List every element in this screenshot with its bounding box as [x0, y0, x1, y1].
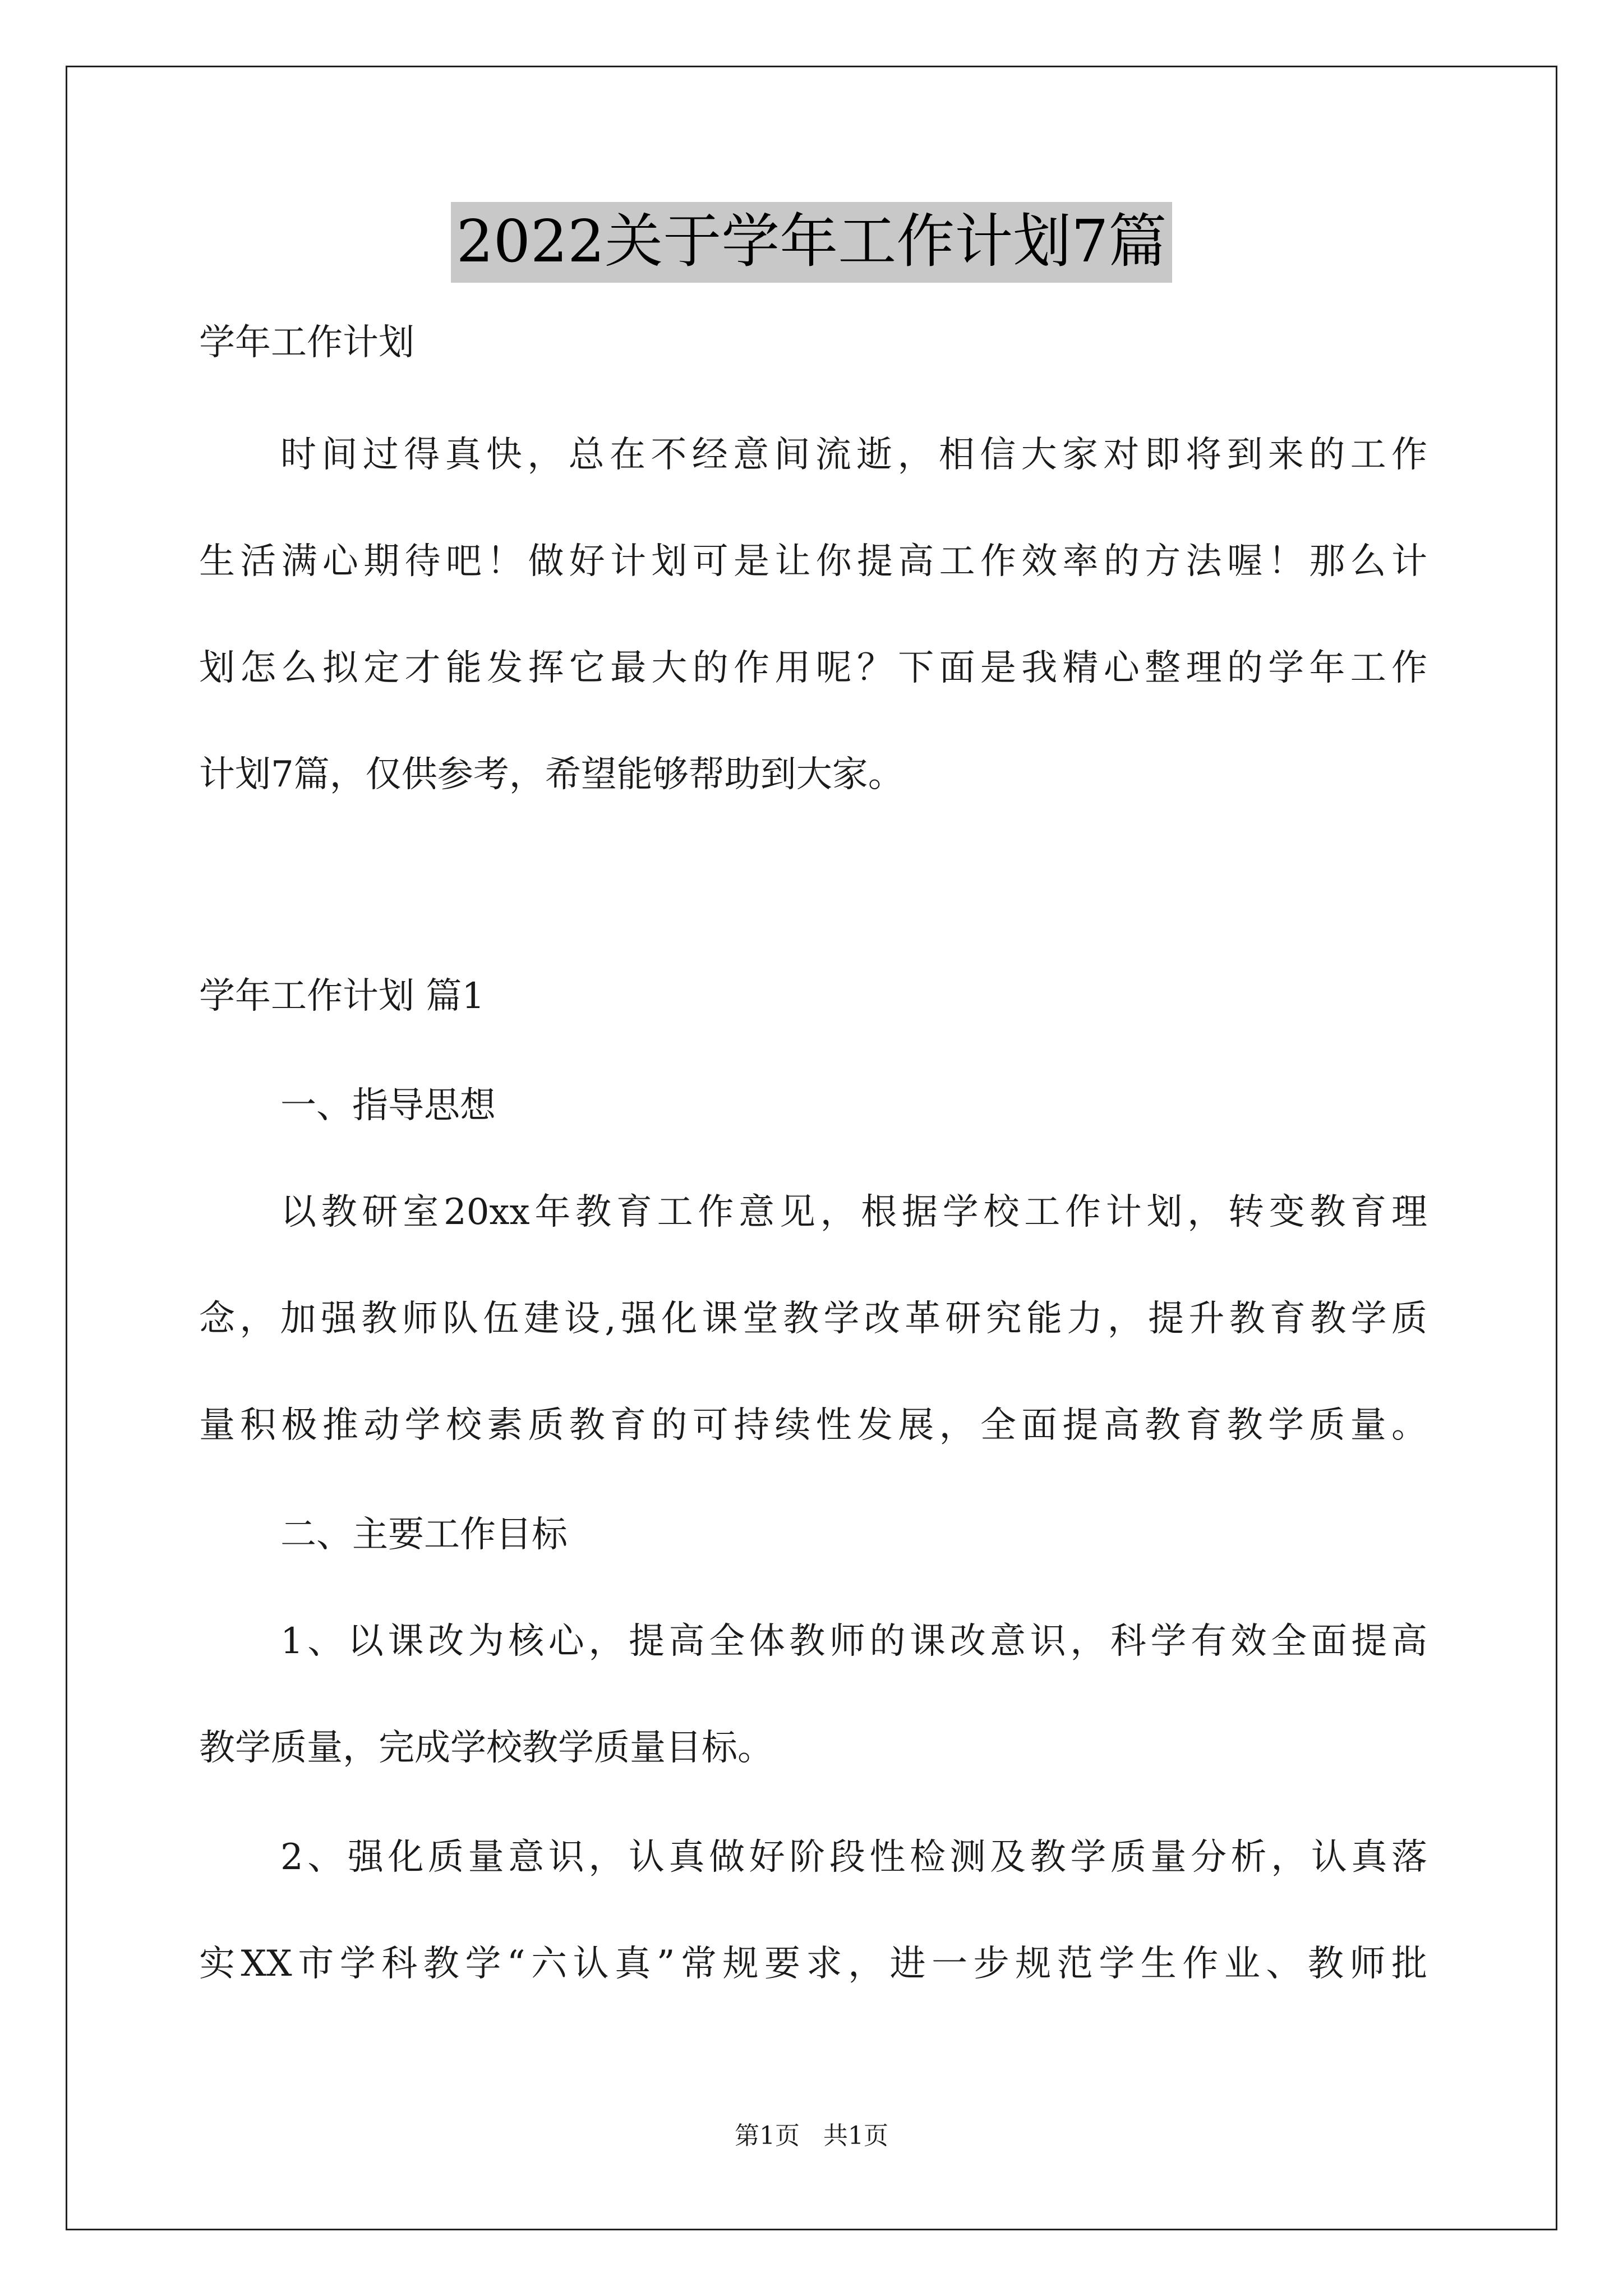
paragraph-line: 2、强化质量意识，认真做好阶段性检测及教学质量分析，认真落: [280, 1837, 1427, 1878]
page-footer: 第1页 共1页: [735, 2122, 888, 2150]
paragraph-line: 以教研室20xx年教育工作意见，根据学校工作计划，转变教育理: [280, 1191, 1427, 1233]
page-border: [66, 66, 1557, 2230]
subheading: 二、主要工作目标: [280, 1514, 568, 1556]
paragraph-line: 1、以课改为核心，提高全体教师的课改意识，科学有效全面提高: [280, 1621, 1427, 1662]
paragraph-line: 教学质量，完成学校教学质量目标。: [199, 1727, 773, 1769]
paragraph-line: 计划7篇，仅供参考，希望能够帮助到大家。: [199, 754, 904, 795]
paragraph-line: 实XX市学科教学“六认真”常规要求，进一步规范学生作业、教师批: [199, 1943, 1427, 1985]
paragraph-line: 念，加强教师队伍建设,强化课堂教学改革研究能力，提升教育教学质: [199, 1298, 1427, 1340]
paragraph-line: 量积极推动学校素质教育的可持续性发展，全面提高教育教学质量。: [199, 1405, 1427, 1446]
section-heading: 学年工作计划: [199, 322, 414, 364]
title-container: [0, 202, 1623, 283]
subheading: 一、指导思想: [280, 1085, 496, 1126]
document-title: 2022关于学年工作计划7篇: [451, 202, 1173, 283]
paragraph-line: 划怎么拟定才能发挥它最大的作用呢？下面是我精心整理的学年工作: [199, 647, 1427, 689]
section-heading: 学年工作计划 篇1: [199, 976, 485, 1017]
paragraph-line: 生活满心期待吧！做好计划可是让你提高工作效率的方法喔！那么计: [199, 541, 1427, 582]
paragraph-line: 时间过得真快，总在不经意间流逝，相信大家对即将到来的工作: [280, 434, 1427, 476]
